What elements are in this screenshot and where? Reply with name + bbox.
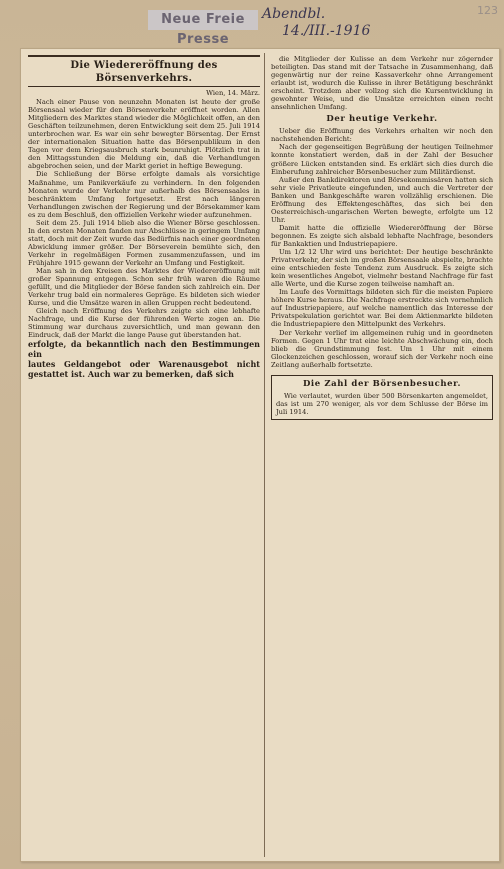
handwritten-edition: Abendbl. — [262, 6, 326, 22]
article-paragraph: Gleich nach Eröffnung des Verkehrs zeigte sich eine lebhafte Nachfrage, und die Kurse der führenden Werte zogen an. Die Stimmung war durchaus zuversichtlich, und man gewann den Eindruck, daß der Markt die lange Pause gut überstanden hat. — [28, 307, 260, 340]
article-paragraph: die Mitglieder der Kulisse an dem Verkehr nur zögernder beteiligten. Das stand mit der Tatsache in Zusammenhang, daß gegenwärtig nur der reine Kassaverkehr ohne Arrangement erlaubt ist, wodurch die Kulisse in ihrer Betätigung beschränkt erscheint. Trotzdem aber vollzog sich die Kursentwicklung in gewohnter Weise, und die Umsätze erreichten einen recht ansehnlichen Umfang. — [271, 55, 493, 112]
section-paragraph: Ueber die Eröffnung des Verkehrs erhalten wir noch den nachstehenden Bericht: — [271, 127, 493, 144]
box-title: Die Zahl der Börsenbesucher. — [302, 378, 462, 389]
article-bold-line: erfolgte, da bekanntlich nach den Bestimmungen ein — [28, 339, 260, 360]
article-paragraph: Nach einer Pause von neunzehn Monaten ist heute der große Börsensaal wieder für den Börsenverkehr eröffnet worden. Allen Mitgliedern des Marktes stand wieder die Möglichkeit offen, an den Geschäften teilzunehmen, deren Entwicklung seit dem 25. Juli 1914 unterbrochen war. Es war ein sehr bewegter Börsentag. Der Ernst der internationalen Situation hatte das Börsenpublikum in den Tagen vor dem Kriegsausbruch stark beunruhigt. Plötzlich trat in den Mittagsstunden die Meldung ein, daß die Verhandlungen abgebrochen seien, und der Markt geriet in heftige Bewegung. — [28, 98, 260, 171]
newspaper-masthead-stamp: Neue Freie Presse — [148, 10, 258, 30]
section-paragraph: Im Laufe des Vormittags bildeten sich für die meisten Papiere höhere Kurse heraus. Die Nachfrage erstreckte sich vornehmlich auf Industriepapiere, auf welche namentlich das Interesse der Privatspekulation gerichtet war. Bei dem Aktienmarkte bildeten die Industriepapiere den Mittelpunkt des Verkehrs. — [271, 288, 493, 329]
article-paragraph: Die Schließung der Börse erfolgte damals als vorsichtige Maßnahme, um Panikverkäufe zu verhindern. In den folgenden Monaten wurde der Verkehr nur außerhalb des Börsensaales in beschränktem Umfang fortgesetzt. Erst nach längeren Verhandlungen zwischen der Regierung und der Börsekammer kam es zu dem Beschluß, den offiziellen Verkehr wieder aufzunehmen. — [28, 170, 260, 219]
article-paragraph: Seit dem 25. Juli 1914 blieb also die Wiener Börse geschlossen. In den ersten Monaten fanden nur Abschlüsse in geringem Umfang statt, doch mit der Zeit wurde das Bedürfnis nach einer geordneten Abwicklung immer größer. Der Börseverein bemühte sich, den Verkehr in regelmäßigen Formen zusammenzufassen, und im Frühjahre 1915 gewann der Verkehr an Umfang und Festigkeit. — [28, 218, 260, 267]
right-column — [271, 55, 493, 855]
article-dateline: Wien, 14. März. — [206, 89, 260, 97]
article-paragraph: Man sah in den Kreisen des Marktes der Wiedereröffnung mit großer Spannung entgegen. Schon sehr früh waren die Räume gefüllt, und die Mitglieder der Börse fanden sich zahlreich ein. Der Verkehr trug bald ein normaleres Gepräge. Es bildeten sich wieder Kurse, und die Umsätze waren in allen Gruppen recht bedeutend. — [28, 267, 260, 308]
box-text: Wie verlautet, wurden über 500 Börsenkarten angemeldet, das ist um 270 weniger, als vor dem Schlusse der Börse im Juli 1914. — [276, 391, 488, 416]
section-paragraph: Um 1/2 12 Uhr wird uns berichtet: Der heutige beschränkte Privatverkehr, der sich im großen Börsensaale abspielte, brachte eine entschieden feste Tendenz zum Ausdruck. Es zeigte sich kein wesentliches Angebot, vielmehr bestand Nachfrage für fast alle Werte, und die Kurse zogen teilweise namhaft an. — [271, 248, 493, 289]
newspaper-clipping — [20, 48, 500, 862]
section-title: Der heutige Verkehr. — [326, 114, 438, 125]
handwritten-date-note — [262, 6, 452, 46]
article-bold-line: lautes Geldangebot oder Warenausgebot nicht gestattet ist. Auch war zu bemerken, daß sich — [28, 359, 260, 380]
section-paragraph: Damit hatte die offizielle Wiedereröffnung der Börse begonnen. Es zeigte sich alsbald lebhafte Nachfrage, besonders für Bankaktien und Industriepapiere. — [271, 223, 493, 248]
section-paragraph: Nach der gegenseitigen Begrüßung der heutigen Teilnehmer konnte konstatiert werden, daß in der Zahl der Besucher größere Lücken entstanden sind. Es erklärt sich dies durch die Einberufung zahlreicher Börsenbesucher zum Militärdienst. — [271, 143, 493, 176]
section-paragraph: Der Verkehr verlief im allgemeinen ruhig und in geordneten Formen. Gegen 1 Uhr trat eine leichte Abschwächung ein, doch blieb die Grundstimmung fest. Um 1 Uhr mit einem Glockenzeichen geschlossen, worauf sich der Verkehr noch eine Zeitlang außerhalb fortsetzte. — [271, 328, 493, 369]
visitor-count-box — [271, 375, 493, 420]
section-paragraph: Außer den Bankdirektoren und Börsekommissären hatten sich sehr viele Privatleute eingefunden, und auch die Vertreter der Banken und Bankgeschäfte waren vollzählig erschienen. Die Eröffnung des Effektengeschäftes, das sich bei den Oesterreichisch-ungarischen Werten bewegte, erfolgte um 12 Uhr. — [271, 175, 493, 224]
article-title: Die Wiedereröffnung des Börsenverkehrs. — [28, 55, 260, 87]
page-number: 123 — [477, 4, 498, 17]
handwritten-date: 14./III.-1916 — [282, 23, 371, 39]
left-column — [28, 55, 260, 855]
column-divider — [264, 53, 265, 857]
